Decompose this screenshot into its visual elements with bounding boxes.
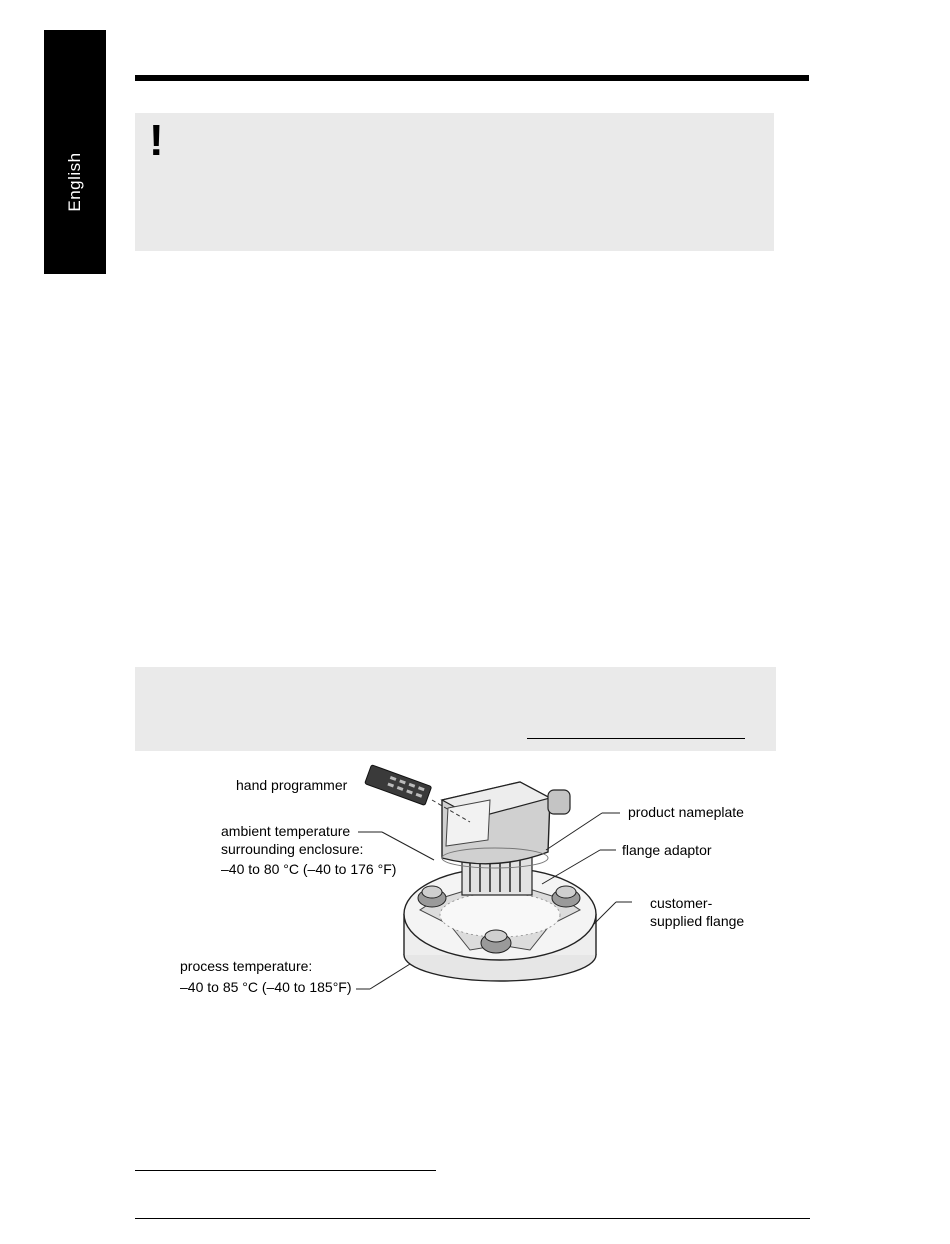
- callout-flange-adaptor: flange adaptor: [622, 842, 712, 858]
- device-illustration: [170, 760, 770, 1020]
- language-tab: [44, 30, 106, 274]
- footnote-rule: [135, 1170, 436, 1171]
- callout-process-range: –40 to 85 °C (–40 to 185°F): [180, 979, 352, 995]
- note-box: [135, 667, 776, 751]
- exclamation-icon: !: [149, 116, 164, 165]
- callout-hand-programmer: hand programmer: [236, 777, 348, 793]
- warning-box: [135, 113, 774, 251]
- callout-customer-line1: customer-: [650, 895, 713, 911]
- callout-ambient-line2: surrounding enclosure:: [221, 841, 364, 857]
- callout-ambient-range: –40 to 80 °C (–40 to 176 °F): [221, 861, 397, 877]
- callout-product-nameplate: product nameplate: [628, 804, 744, 820]
- callout-process-line1: process temperature:: [180, 958, 313, 974]
- note-underline: [527, 738, 745, 739]
- footer-rule: [135, 1218, 810, 1219]
- language-label: English: [65, 152, 84, 212]
- callout-ambient-line1: ambient temperature: [221, 823, 351, 839]
- header-rule: [135, 75, 809, 81]
- callout-customer-line2: supplied flange: [650, 913, 745, 929]
